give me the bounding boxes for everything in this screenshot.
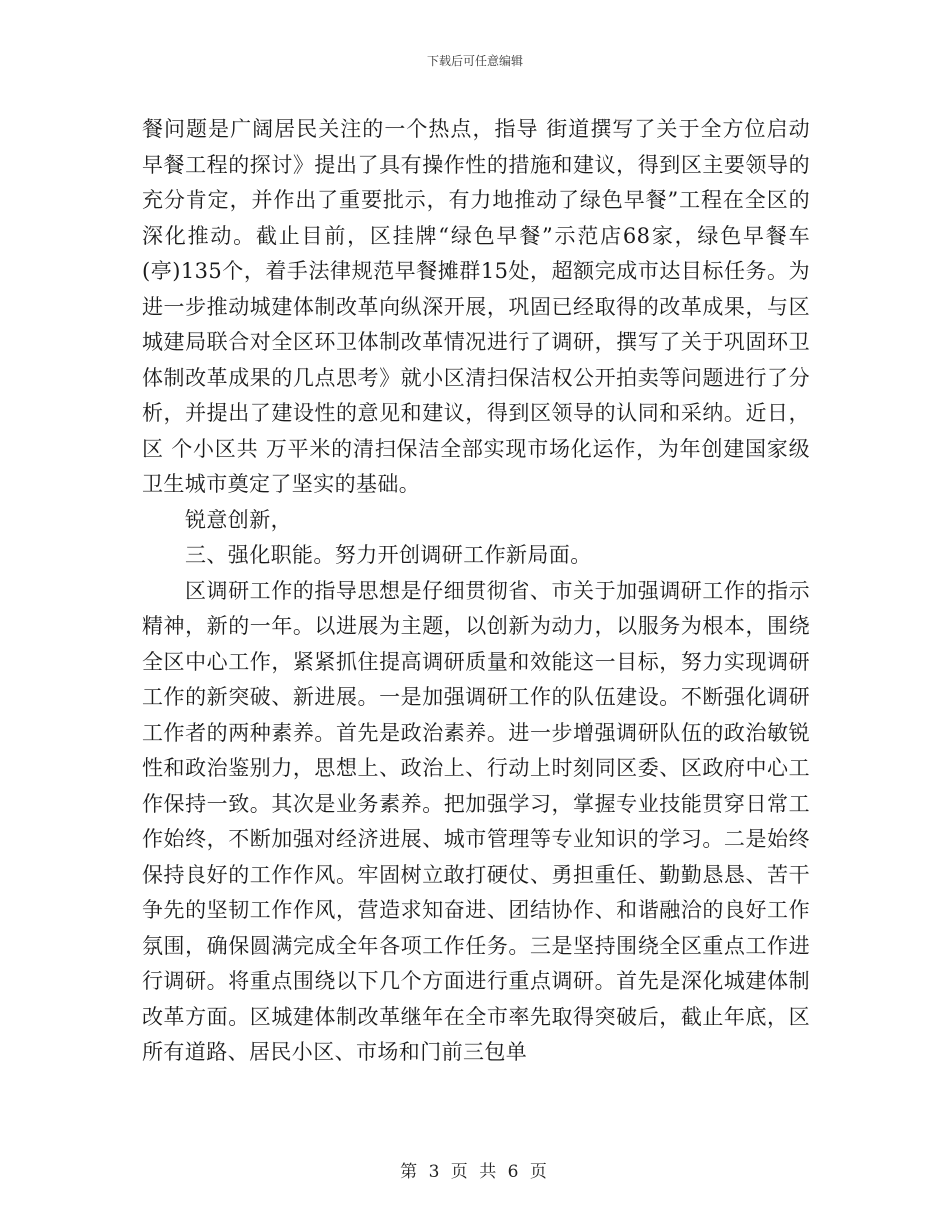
section-heading-three: 三、强化职能。努力开创调研工作新局面。: [185, 543, 592, 567]
page-number: 第 3 页 共 6 页: [400, 1162, 550, 1182]
document-body: [142, 112, 810, 1071]
paragraph-innovation: 锐意创新，: [185, 507, 292, 532]
paragraph-guiding-principle: 区调研工作的指导思想是仔细贯彻省、市关于加强调研工作的指示精神，新的一年。以进展为主题，以创新为动力，以服务为根本，围绕全区中心工作，紧紧抓住提高调研质量和效能这一目标，努力实现调研工作的新突破、新进展。一是加强调研工作的队伍建设。不断强化调研工作者的两种素养。首先是政治素养。进一步增强调研队伍的政治敏锐性和政治鉴别力，思想上、政治上、行动上时刻同区委、区政府中心工作保持一致。其次是业务素养。把加强学习，掌握专业技能贯穿日常工作始终，不断加强对经济进展、城市管理等专业知识的学习。二是始终保持良好的工作作风。牢固树立敢打硬仗、勇担重任、勤勤恳恳、苦干争先的坚韧工作作风，营造求知奋进、团结协作、和谐融洽的良好工作氛围，确保圆满完成全年各项工作任务。三是坚持围绕全区重点工作进行调研。将重点围绕以下几个方面进行重点调研。首先是深化城建体制改革方面。区城建体制改革继年在全市率先取得突破后，截止年底，区所有道路、居民小区、市场和门前三包单: [142, 578, 810, 1064]
paragraph-continued: 餐问题是广阔居民关注的一个热点，指导 街道撰写了关于全方位启动早餐工程的探讨》提出了具有操作性的措施和建议，得到区主要领导的充分肯定，并作出了重要批示，有力地推动了绿色早餐”工程在全区的深化推动。截止目前，区挂牌“绿色早餐”示范店68家，绿色早餐车(亭)135个，着手法律规范早餐摊群15处，超额完成市达目标任务。为进一步推动城建体制改革向纵深开展，巩固已经取得的改革成果，与区城建局联合对全区环卫体制改革情况进行了调研，撰写了关于巩固环卫体制改革成果的几点思考》就小区清扫保洁权公开拍卖等问题进行了分析，并提出了建设性的意见和建议，得到区领导的认同和采纳。近日，区 个小区共 万平米的清扫保洁全部实现市场化运作，为年创建国家级卫生城市奠定了坚实的基础。: [142, 117, 810, 496]
page-header: 下载后可任意编辑: [426, 54, 523, 68]
